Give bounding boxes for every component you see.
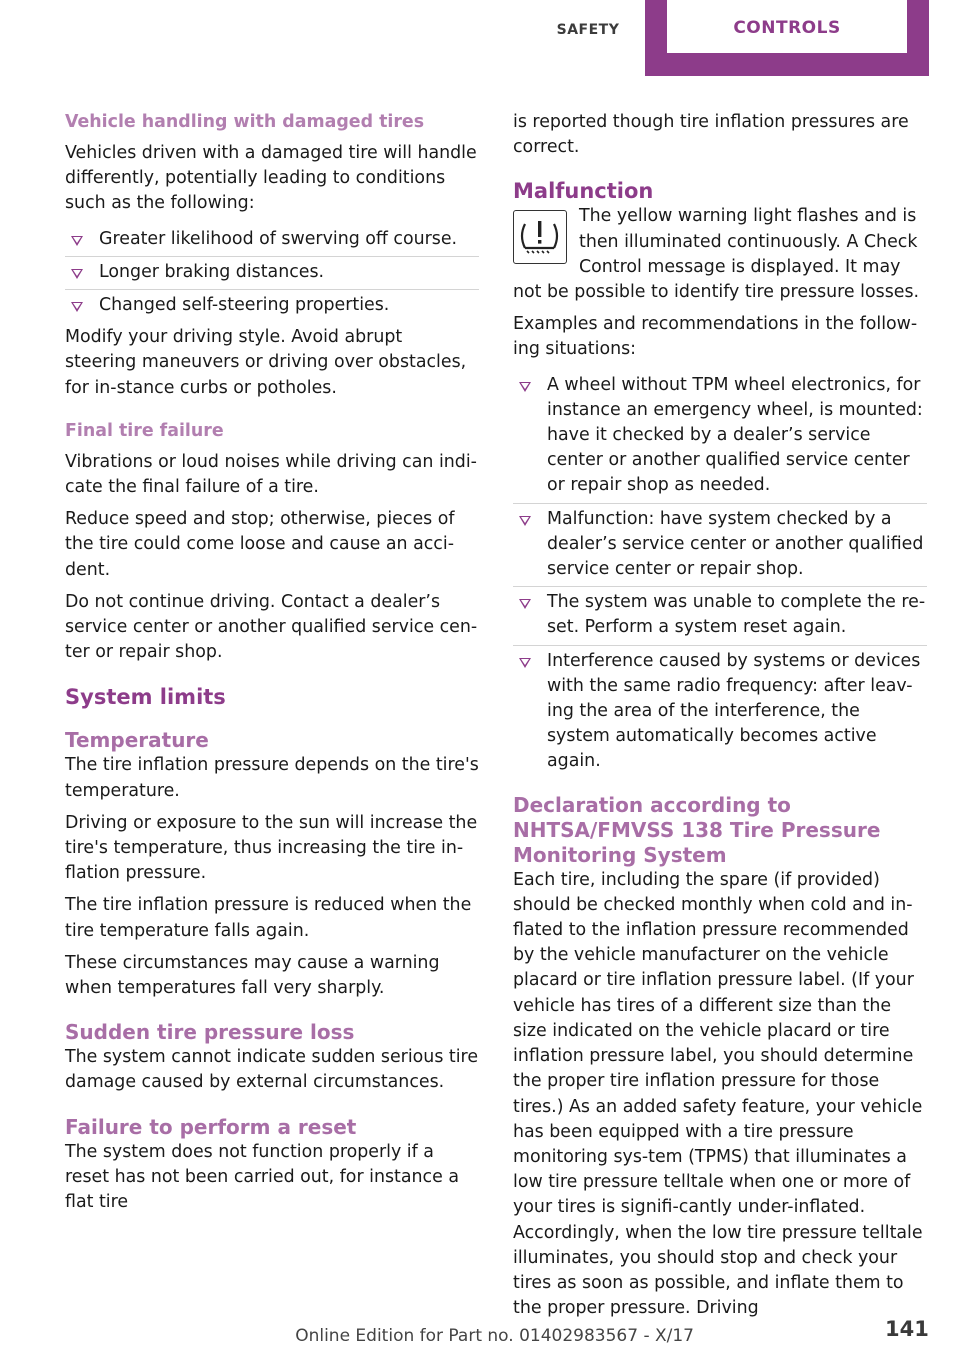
bullet-triangle-icon [519,599,531,609]
list-item: A wheel without TPM wheel electronics, for instance an emergency wheel, is mounted: have it checked by a dealer’s service center or another qualified service center or repair shop as needed. [513,370,927,504]
paragraph-examples: Examples and recommendations in the follow-ing situations: [513,314,918,360]
heading-malfunction: Malfunction [513,179,654,204]
paragraph-temp-3: The tire inflation pressure is reduced when the tire temperature falls again. [65,895,472,941]
list-item: Longer braking distances. [65,257,479,290]
list-item: Greater likelihood of swerving off course. [65,224,479,257]
malfunction-bullet-list [513,370,927,779]
paragraph-temp-1: The tire inflation pressure depends on the tire's temperature. [65,755,479,801]
footer-edition: Online Edition for Part no. 01402983567 - X/17 [295,1326,694,1346]
heading-final-tire-failure: Final tire failure [65,420,224,441]
header-tab-safety[interactable]: SAFETY [556,22,620,38]
list-item: The system was unable to complete the re-set. Perform a system reset again. [513,587,927,645]
list-item: Changed self-steering properties. [65,290,479,322]
paragraph-final-3: Do not continue driving. Contact a dealer’s service center or another qualified service cen-ter or repair shop. [65,591,478,663]
bullet-triangle-icon [519,658,531,668]
page-header [0,0,960,78]
paragraph-final-1: Vibrations or loud noises while driving can indi-cate the final failure of a tire. [65,451,477,498]
heading-declaration: Declaration according to NHTSA/FMVSS 138 Tire Pressure Monitoring System [513,792,881,867]
paragraph-continued: is reported though tire inflation pressures are correct. [513,112,909,158]
tire-pressure-warning-icon [513,210,567,264]
heading-failure-reset: Failure to perform a reset [65,1114,357,1139]
paragraph-declaration: Each tire, including the spare (if provided) should be checked monthly when cold and in-flated to the inflation pressure recommended by the vehicle manufacturer on the vehicle placard or tire inflation pressure label. (If your vehicle has tires of a different size than the size indicated on the vehicle placard or tire inflation pressure label, you should determine the proper tire inflation pressure for those tires.) As an added safety feature, your vehicle has been equipped with a tire pressure monitoring sys-tem (TPMS) that illuminates a low tire pressure telltale when one or more of your tires is signifi-cantly under-inflated. Accordingly, when the low tire pressure telltale illuminates, you should stop and check your tires as soon as possible, and inflate them to the proper pressure. Driving [513,869,923,1319]
paragraph-reset: The system does not function properly if a reset has not been carried out, for instance a flat tire [65,1141,459,1213]
left-column [65,110,479,1222]
page-number: 141 [885,1317,929,1341]
header-tab-controls-label: CONTROLS [667,0,907,53]
list-item: Interference caused by systems or devices with the same radio frequency: after leav-ing the area of the interference, the system automatically becomes active again. [513,646,927,779]
bullet-triangle-icon [519,516,531,526]
header-tab-controls[interactable] [645,0,929,76]
paragraph-handling: Vehicles driven with a damaged tire will handle differently, potentially leading to conditions such as the following: [65,143,477,214]
heading-vehicle-handling: Vehicle handling with damaged tires [65,112,425,132]
paragraph-final-2: Reduce speed and stop; otherwise, pieces of the tire could come loose and cause an acci-dent. [65,509,455,580]
paragraph-malfunction: The yellow warning light flashes and is then illuminated continuously. A Check Control message is displayed. It may not be possible to identify tire pressure losses. [513,206,920,303]
list-item: Malfunction: have system checked by a dealer’s service center or another qualified service center or repair shop. [513,504,927,588]
bullet-triangle-icon [71,236,83,246]
heading-system-limits: System limits [65,685,226,710]
paragraph-modify-driving: Modify your driving style. Avoid abrupt steering maneuvers or driving over obstacles, for in-stance curbs or potholes. [65,327,467,398]
malfunction-block [513,204,927,305]
right-column [513,110,927,1328]
paragraph-sudden: The system cannot indicate sudden serious tire damage caused by external circumstances. [65,1047,479,1093]
bullet-triangle-icon [519,382,531,392]
heading-sudden-pressure-loss: Sudden tire pressure loss [65,1020,355,1045]
paragraph-temp-2: Driving or exposure to the sun will increase the tire's temperature, thus increasing the tire in-flation pressure. [65,812,478,884]
bullet-triangle-icon [71,269,83,279]
paragraph-temp-4: These circumstances may cause a warning when temperatures fall very sharply. [65,952,440,999]
handling-bullet-list [65,224,479,323]
bullet-triangle-icon [71,302,83,312]
heading-temperature: Temperature [65,728,209,753]
